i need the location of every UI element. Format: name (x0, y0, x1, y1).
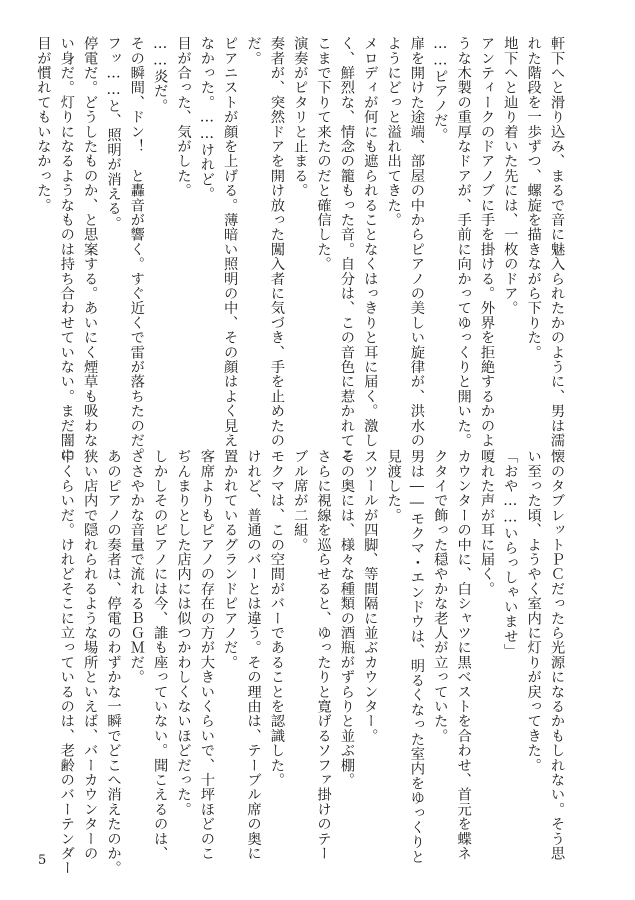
text-line: 狭い店内で隠れられるような場所といえば、バーカウンターの (82, 449, 99, 861)
text-line: だ。 (245, 36, 262, 66)
text-line: その奥には、様々な種類の酒瓶がずらりと並ぶ棚。 (338, 449, 355, 788)
text-line: けれど、普通のバーとは違う。その理由は、テーブル席の奥に (245, 449, 262, 861)
text-line: ピアニストが顔を上げる。薄暗い照明の中、その顔はよく見え (222, 36, 239, 448)
text-line: ささやかな音量で流れるＢＧＭだ。 (128, 449, 145, 685)
text-line: カウンターの中に、白シャツに黒ベストを合わせ、首元を蝶ネ (455, 449, 472, 861)
text-line: 地下へと辿り着いた先には、一枚のドア。 (502, 36, 519, 316)
text-line: 嗄れた声が耳に届く。 (478, 449, 495, 596)
text-line: ……炎だ。 (152, 36, 169, 113)
text-line: ようにどっと溢れ出てきた。 (385, 36, 402, 228)
text-line: スツールが四脚、等間隔に並ぶカウンター。 (362, 449, 379, 743)
text-line: 軒下へと滑り込み、まるで音に魅入られたかのように、男は濡 (549, 36, 565, 448)
text-line: く、鮮烈な、情念の籠もった音。自分は、この音色に惹かれてこ (338, 36, 355, 463)
text-line: 演奏がピタリと止まる。 (292, 36, 309, 198)
text-line: ぢんまりとした店内には似つかわしくないほどだった。 (175, 449, 192, 817)
text-line: ブル席が二組。 (292, 449, 309, 552)
text-line: アンティークのドアノブに手を掛ける。外界を拒絶するかのよ (478, 36, 495, 448)
text-line: フッ……と、照明が消える。 (105, 36, 122, 231)
text-line: 扉を開けた途端、部屋の中からピアノの美しい旋律が、洪水の (408, 36, 425, 448)
page-number: 5 (38, 853, 47, 868)
text-line: い至った頃、ようやく室内に灯りが戻ってきた。 (525, 449, 542, 773)
text-line: しかしそのピアノには今、誰も座っていない。聞こえるのは、 (152, 449, 169, 861)
text-line: 置かれているグランドピアノだ。 (222, 449, 239, 670)
text-line: 男は――モクマ・エンドウは、明るくなった室内をゆっくりと (408, 449, 425, 864)
text-line: 見渡した。 (385, 449, 402, 523)
text-line: なかった。……けれど。 (198, 36, 215, 202)
text-line: メロディが何にも遮られることなくはっきりと耳に届く。激し (362, 36, 379, 448)
text-line: こまで下りて来たのだと確信した。 (315, 36, 332, 272)
lower-text-block (58, 449, 568, 876)
upper-text-block (35, 36, 568, 463)
text-line: れた階段を一歩ずつ、螺旋を描きながら下りた。 (525, 36, 542, 360)
text-line: 客席よりもピアノの存在の方が大きいくらいで、十坪ほどのこ (198, 449, 215, 861)
text-line: クタイで飾った穏やかな老人が立っていた。 (432, 449, 449, 743)
text-line: その瞬間、ドン！ と轟音が響く。すぐ近くで雷が落ちたのだ。 (128, 36, 145, 463)
text-line: 「おや……いらっしゃいませ」 (502, 449, 519, 659)
text-line: 中くらいだ。けれどそこに立っているのは、老齢のバーテンダー (58, 449, 75, 876)
text-line: い身だ。灯りになるようなものは持ち合わせていない。まだ闇に (58, 36, 75, 463)
text-line: 目が慣れてもいなかった。 (35, 36, 52, 213)
text-line: あのピアノの奏者は、停電のわずかな一瞬でどこへ消えたのか。 (105, 449, 122, 876)
text-line: 停電だ。どうしたものか、と思案する。あいにく煙草も吸わな (82, 36, 99, 448)
text-line: うな木製の重厚なドアが、手前に向かってゆっくりと開いた。 (455, 36, 472, 448)
text-line: モクマは、この空間がバーであることを認識した。 (268, 449, 285, 788)
text-line: 奏者が、突然ドアを開け放った闖入者に気づき、手を止めたの (268, 36, 285, 448)
text-line: 懐のタブレットＰＣだったら光源になるかもしれない。そう思 (549, 449, 565, 861)
text-line: さらに視線を巡らせると、ゆったりと寛げるソファ掛けのテー (315, 449, 332, 861)
text-line: ……ピアノだ。 (432, 36, 449, 143)
text-line: 目が合った、気がした。 (175, 36, 192, 198)
